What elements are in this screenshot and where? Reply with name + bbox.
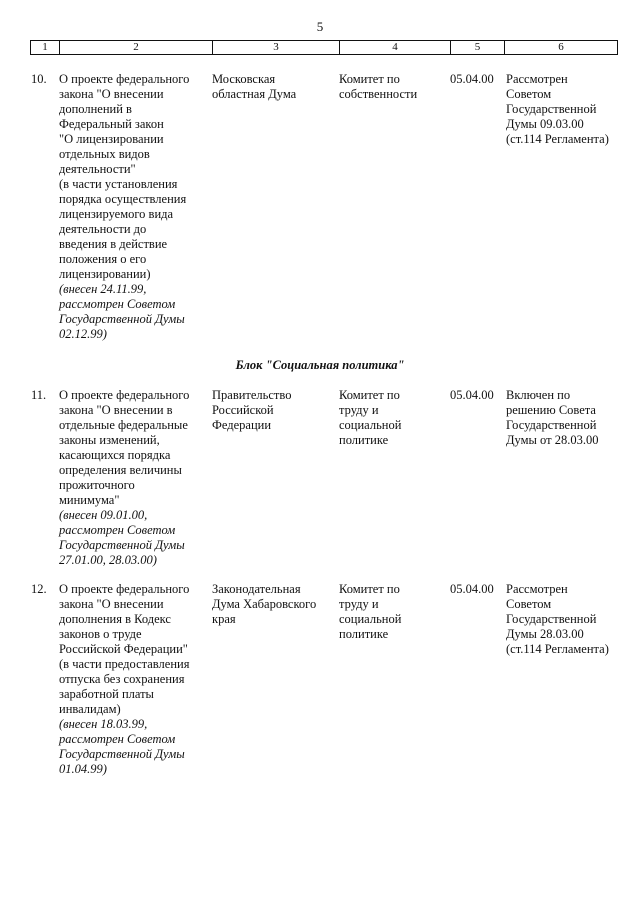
committee-line: собственности — [339, 87, 418, 101]
status-line: (ст.114 Регламента) — [506, 132, 609, 146]
submission-note-line: (внесен 09.01.00, — [59, 508, 148, 522]
status-line: Думы 28.03.00 — [506, 627, 584, 641]
submission-note-line: рассмотрен Советом — [59, 297, 176, 311]
committee-line: труду и — [339, 597, 379, 611]
submission-note-line: Государственной Думы — [59, 747, 185, 761]
committee-line: Комитет по — [339, 72, 400, 86]
bill-title-line: заработной платы — [59, 687, 154, 701]
submission-note-line: рассмотрен Советом — [59, 732, 176, 746]
entry-number: 10. — [31, 72, 47, 86]
status-line: Включен по — [506, 388, 571, 402]
entry-number: 11. — [31, 388, 47, 402]
bill-title-line: Российской Федерации" — [59, 642, 188, 656]
initiator-line: Правительство — [212, 388, 292, 402]
column-header-5: 5 — [450, 41, 504, 54]
bill-title-line: деятельности до — [59, 222, 147, 236]
initiator-line: Федерации — [212, 418, 272, 432]
initiator-line: Дума Хабаровского — [212, 597, 317, 611]
bill-title-line: инвалидам) — [59, 702, 121, 716]
committee-line: Комитет по — [339, 582, 400, 596]
committee-line: политике — [339, 627, 389, 641]
column-header-row — [30, 40, 618, 55]
bill-title — [59, 582, 209, 777]
responsible-committee — [339, 72, 444, 102]
bill-title-line: определения величины — [59, 463, 182, 477]
bill-title-line: (в части установления — [59, 177, 178, 191]
bill-title-line: законов о труде — [59, 627, 142, 641]
status-line: Думы 09.03.00 — [506, 117, 584, 131]
scheduled-date: 05.04.00 — [450, 388, 494, 402]
bill-title-line: введения в действие — [59, 237, 168, 251]
committee-line: социальной — [339, 418, 402, 432]
bill-title-line: прожиточного — [59, 478, 135, 492]
column-header-1: 1 — [42, 41, 48, 53]
committee-line: политике — [339, 433, 389, 447]
bill-title-line: "О лицензировании — [59, 132, 164, 146]
bill-title-line: лицензируемого вида — [59, 207, 174, 221]
status-line: Государственной — [506, 418, 597, 432]
bill-title-line: лицензировании) — [59, 267, 151, 281]
bill-title-line: О проекте федерального — [59, 388, 190, 402]
status-line: Советом — [506, 87, 552, 101]
status-line: Рассмотрен — [506, 582, 568, 596]
bill-title-line: положения о его — [59, 252, 147, 266]
initiator-line: Московская — [212, 72, 276, 86]
bill-title-line: минимума" — [59, 493, 120, 507]
submission-note-line: рассмотрен Советом — [59, 523, 176, 537]
status-line: Государственной — [506, 102, 597, 116]
initiator-line: Российской — [212, 403, 274, 417]
column-header-4: 4 — [339, 41, 450, 54]
initiator-line: Законодательная — [212, 582, 301, 596]
status — [506, 72, 626, 147]
status — [506, 582, 626, 657]
entry-number: 12. — [31, 582, 47, 596]
section-heading: Блок "Социальная политика" — [235, 358, 405, 372]
status-line: (ст.114 Регламента) — [506, 642, 609, 656]
column-header-3: 3 — [212, 41, 339, 54]
bill-title-line: О проекте федерального — [59, 72, 190, 86]
submission-note-line: Государственной Думы — [59, 538, 185, 552]
bill-title-line: закона "О внесении — [59, 87, 164, 101]
bill-title-line: отдельных видов — [59, 147, 150, 161]
bill-title-line: закона "О внесении в — [59, 403, 173, 417]
bill-title-line: деятельности" — [59, 162, 136, 176]
scheduled-date: 05.04.00 — [450, 72, 494, 86]
submission-note-line: (внесен 18.03.99, — [59, 717, 148, 731]
status-line: решению Совета — [506, 403, 596, 417]
bill-title-line: отпуска без сохранения — [59, 672, 185, 686]
submission-note-line: Государственной Думы — [59, 312, 185, 326]
initiator-line: областная Дума — [212, 87, 297, 101]
submission-note-line: (внесен 24.11.99, — [59, 282, 147, 296]
bill-title — [59, 388, 209, 568]
bill-title-line: Федеральный закон — [59, 117, 164, 131]
page-number: 5 — [316, 19, 324, 34]
submission-note-line: 01.04.99) — [59, 762, 107, 776]
status-line: Думы от 28.03.00 — [506, 433, 599, 447]
submission-note-line: 27.01.00, 28.03.00) — [59, 553, 157, 567]
bill-title-line: дополнений в — [59, 102, 132, 116]
committee-line: социальной — [339, 612, 402, 626]
status-line: Рассмотрен — [506, 72, 568, 86]
bill-title — [59, 72, 209, 342]
bill-title-line: порядка осуществления — [59, 192, 187, 206]
bill-title-line: касающихся порядка — [59, 448, 171, 462]
responsible-committee — [339, 582, 444, 642]
initiator-line: края — [212, 612, 236, 626]
bill-title-line: (в части предоставления — [59, 657, 190, 671]
scheduled-date: 05.04.00 — [450, 582, 494, 596]
initiator — [212, 72, 336, 102]
bill-title-line: законы изменений, — [59, 433, 160, 447]
committee-line: труду и — [339, 403, 379, 417]
committee-line: Комитет по — [339, 388, 400, 402]
bill-title-line: О проекте федерального — [59, 582, 190, 596]
bill-title-line: отдельные федеральные — [59, 418, 188, 432]
responsible-committee — [339, 388, 444, 448]
column-header-2: 2 — [59, 41, 212, 54]
status-line: Государственной — [506, 612, 597, 626]
initiator — [212, 582, 336, 627]
status — [506, 388, 626, 448]
submission-note-line: 02.12.99) — [59, 327, 107, 341]
status-line: Советом — [506, 597, 552, 611]
column-header-6: 6 — [504, 41, 617, 54]
bill-title-line: закона "О внесении — [59, 597, 164, 611]
initiator — [212, 388, 336, 433]
bill-title-line: дополнения в Кодекс — [59, 612, 171, 626]
